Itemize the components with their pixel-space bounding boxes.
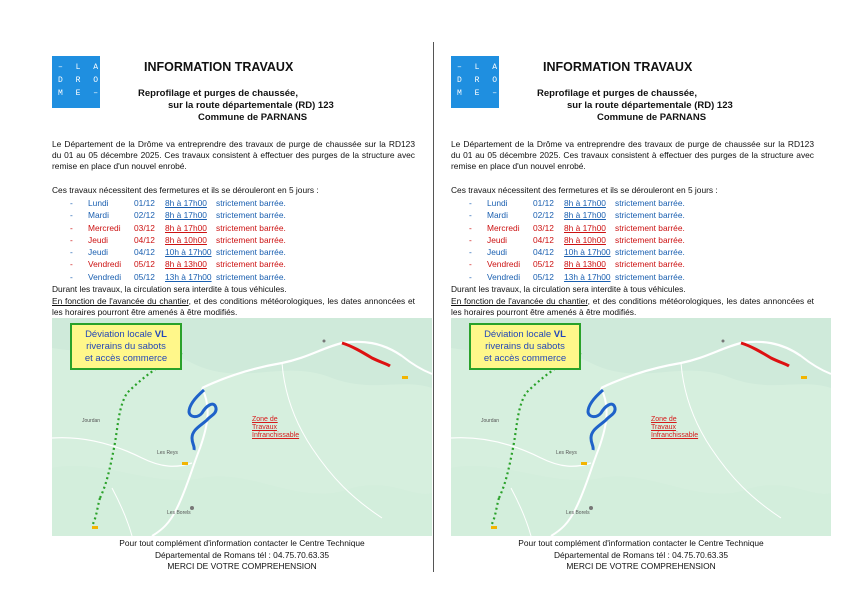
drome-logo: – L A D R O M E – (52, 56, 100, 108)
schedule-hours: 8h à 17h00 (564, 210, 606, 221)
deviation-label: Déviation locale VL riverains du sabots et accès commerce (70, 323, 182, 370)
schedule-hours: 8h à 17h00 (165, 198, 207, 208)
schedule-day: Jeudi (88, 234, 109, 245)
schedule-hours: 13h à 17h00 (564, 271, 611, 282)
schedule-hours: 10h à 17h00 (165, 247, 212, 258)
works-zone-label: Zone de Travaux Infranchissable (252, 416, 300, 439)
schedule-day: Vendredi (487, 259, 521, 270)
schedule-day: Jeudi (487, 247, 508, 258)
bullet-dash: - (469, 210, 472, 221)
schedule-hours: 8h à 10h00 (165, 234, 207, 245)
schedule-day: Lundi (88, 198, 109, 208)
bullet-dash: - (469, 247, 472, 258)
notice-left (52, 0, 432, 595)
notice-subtitle: Reprofilage et purges de chaussée, sur la route départementale (RD) 123 Commune de PARNANS (537, 88, 733, 123)
schedule-hours: 8h à 13h00 (165, 259, 207, 270)
deviation-map (451, 318, 831, 536)
conditions-note: En fonction de l'avancée du chantier, et des conditions météorologiques, les dates annoncées et les horaires pourront être amenés à être modifiés. (52, 296, 415, 317)
schedule-state: strictement barrée. (615, 234, 685, 245)
schedule-state: strictement barrée. (615, 247, 685, 258)
traffic-note: Durant les travaux, la circulation sera interdite à tous véhicules. (52, 284, 287, 294)
schedule-day: Vendredi (487, 271, 521, 282)
schedule-date: 04/12 (134, 247, 155, 258)
bullet-dash: - (70, 222, 73, 233)
schedule-hours: 8h à 17h00 (564, 222, 606, 233)
notice-right (451, 0, 831, 595)
schedule-state: strictement barrée. (615, 271, 685, 282)
schedule-date: 02/12 (533, 210, 554, 221)
schedule-day: Mardi (88, 210, 109, 221)
schedule-date: 01/12 (134, 198, 155, 208)
schedule-state: strictement barrée. (216, 247, 286, 258)
schedule-state: strictement barrée. (615, 259, 685, 270)
bullet-dash: - (70, 234, 73, 245)
schedule-day: Jeudi (487, 234, 508, 245)
schedule-date: 02/12 (134, 210, 155, 221)
conditions-note: En fonction de l'avancée du chantier, et des conditions météorologiques, les dates annoncées et les horaires pourront être amenés à être modifiés. (451, 296, 814, 317)
bullet-dash: - (70, 247, 73, 258)
deviation-map (52, 318, 432, 536)
bullet-dash: - (469, 271, 472, 282)
map-place-label: Les Reys (157, 450, 178, 456)
schedule-day: Vendredi (88, 259, 122, 270)
bullet-dash: - (70, 271, 73, 282)
bullet-dash: - (469, 234, 472, 245)
schedule-date: 05/12 (533, 259, 554, 270)
schedule-day: Vendredi (88, 271, 122, 282)
notice-title: INFORMATION TRAVAUX (144, 60, 294, 74)
drome-logo: – L A D R O M E – (451, 56, 499, 108)
contact-footer: Pour tout complément d'information contacter le Centre Technique Départemental de Romans tél : 04.75.70.63.35 MERCI DE VOTRE COMPREHENSION (119, 538, 365, 571)
page-divider (433, 42, 434, 572)
schedule-day: Mercredi (487, 222, 520, 233)
map-place-label: Les Borels (566, 510, 590, 516)
notice-subtitle: Reprofilage et purges de chaussée, sur la route départementale (RD) 123 Commune de PARNANS (138, 88, 334, 123)
bullet-dash: - (70, 210, 73, 221)
schedule-state: strictement barrée. (216, 198, 286, 208)
bullet-dash: - (70, 198, 73, 208)
contact-footer: Pour tout complément d'information contacter le Centre Technique Départemental de Romans tél : 04.75.70.63.35 MERCI DE VOTRE COMPREHENSION (518, 538, 764, 571)
bullet-dash: - (70, 259, 73, 270)
schedule-date: 03/12 (134, 222, 155, 233)
schedule-state: strictement barrée. (216, 210, 286, 221)
schedule-date: 03/12 (533, 222, 554, 233)
schedule-day: Mardi (487, 210, 508, 221)
notice-title: INFORMATION TRAVAUX (543, 60, 693, 74)
map-place-label: Jourdan (82, 418, 101, 424)
schedule-hours: 8h à 17h00 (165, 210, 207, 221)
schedule-date: 05/12 (533, 271, 554, 282)
schedule-hours: 8h à 13h00 (564, 259, 606, 270)
closures-intro: Ces travaux nécessitent des fermetures et ils se dérouleront en 5 jours : (451, 185, 718, 195)
schedule-hours: 13h à 17h00 (165, 271, 212, 282)
schedule-state: strictement barrée. (615, 222, 685, 233)
schedule-date: 05/12 (134, 259, 155, 270)
schedule-date: 04/12 (533, 234, 554, 245)
bullet-dash: - (469, 259, 472, 270)
bullet-dash: - (469, 222, 472, 233)
schedule-date: 01/12 (533, 198, 554, 208)
schedule-hours: 8h à 10h00 (564, 234, 606, 245)
map-place-label: Les Borels (167, 510, 191, 516)
map-place-label: Les Reys (556, 450, 577, 456)
deviation-label: Déviation locale VL riverains du sabots et accès commerce (469, 323, 581, 370)
schedule-state: strictement barrée. (216, 271, 286, 282)
schedule-state: strictement barrée. (615, 210, 685, 221)
schedule-hours: 10h à 17h00 (564, 247, 611, 258)
traffic-note: Durant les travaux, la circulation sera interdite à tous véhicules. (451, 284, 686, 294)
schedule-day: Mercredi (88, 222, 121, 233)
schedule-hours: 8h à 17h00 (564, 198, 606, 208)
schedule-date: 04/12 (533, 247, 554, 258)
schedule-state: strictement barrée. (216, 259, 286, 270)
schedule-date: 05/12 (134, 271, 155, 282)
schedule-state: strictement barrée. (216, 234, 286, 245)
schedule-day: Lundi (487, 198, 508, 208)
map-place-label: Jourdan (481, 418, 500, 424)
intro-paragraph: Le Département de la Drôme va entreprendre des travaux de purge de chaussée sur la RD123 du 01 au 05 décembre 2025. Ces travaux consistent à effectuer des purges de la structure avec remise en place d'un nouvel enrobé. (52, 139, 415, 171)
schedule-state: strictement barrée. (216, 222, 286, 233)
works-zone-label: Zone de Travaux Infranchissable (651, 416, 699, 439)
schedule-day: Jeudi (88, 247, 109, 258)
schedule-date: 04/12 (134, 234, 155, 245)
schedule-hours: 8h à 17h00 (165, 222, 207, 233)
bullet-dash: - (469, 198, 472, 208)
schedule-state: strictement barrée. (615, 198, 685, 208)
intro-paragraph: Le Département de la Drôme va entreprendre des travaux de purge de chaussée sur la RD123 du 01 au 05 décembre 2025. Ces travaux consistent à effectuer des purges de la structure avec remise en place d'un nouvel enrobé. (451, 139, 814, 171)
closures-intro: Ces travaux nécessitent des fermetures et ils se dérouleront en 5 jours : (52, 185, 319, 195)
